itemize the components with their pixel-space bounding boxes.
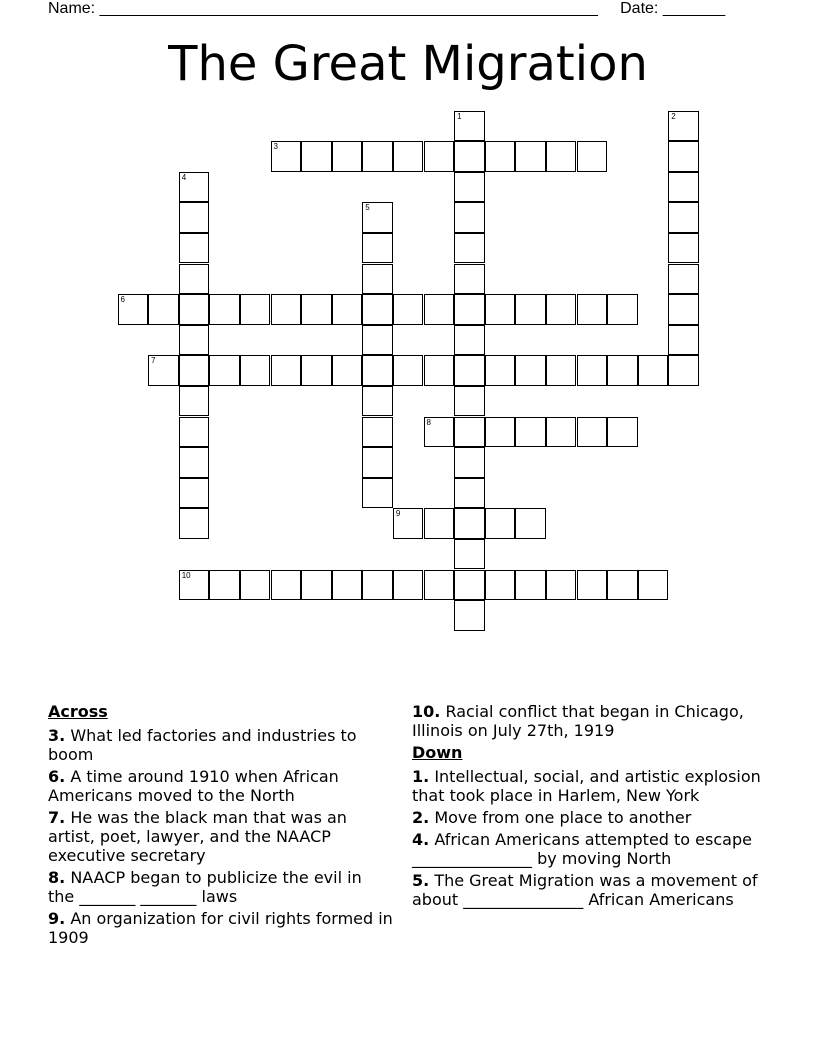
cell-number: 3 [273, 142, 278, 152]
crossword-cell[interactable] [485, 294, 516, 325]
crossword-cell[interactable] [546, 355, 577, 386]
crossword-cell[interactable] [607, 417, 638, 448]
crossword-cell[interactable] [454, 447, 485, 478]
crossword-cell[interactable] [424, 141, 455, 172]
crossword-cell[interactable] [240, 355, 271, 386]
crossword-cell[interactable] [362, 447, 393, 478]
crossword-cell[interactable] [454, 570, 485, 601]
crossword-cell[interactable] [179, 478, 210, 509]
crossword-cell[interactable] [393, 294, 424, 325]
clue-down-1 [412, 767, 782, 805]
cell-number: 4 [181, 172, 187, 182]
name-label: Name: [48, 0, 96, 17]
crossword-cell[interactable] [515, 508, 546, 539]
crossword-cell[interactable] [179, 202, 210, 233]
clue-number: 9. [48, 909, 66, 928]
crossword-cell[interactable] [577, 141, 608, 172]
crossword-cell[interactable] [362, 141, 393, 172]
crossword-cell[interactable] [209, 355, 240, 386]
crossword-cell[interactable] [577, 570, 608, 601]
cell-number: 7 [151, 356, 156, 366]
crossword-cell[interactable] [148, 294, 179, 325]
crossword-cell[interactable] [668, 264, 699, 295]
crossword-cell[interactable] [454, 508, 485, 539]
clue-text: Intellectual, social, and artistic explosion that took place in Harlem, New York [412, 767, 761, 805]
crossword-cell[interactable] [362, 264, 393, 295]
crossword-cell[interactable] [393, 355, 424, 386]
crossword-cell[interactable] [454, 141, 485, 172]
clue-across-6 [48, 767, 393, 805]
crossword-cell[interactable] [362, 294, 393, 325]
crossword-cell[interactable] [179, 508, 210, 539]
crossword-cell[interactable] [668, 294, 699, 325]
crossword-cell[interactable] [332, 355, 363, 386]
across-heading: Across [48, 702, 108, 721]
crossword-cell[interactable] [454, 539, 485, 570]
crossword-cell[interactable] [668, 355, 699, 386]
crossword-cell[interactable] [271, 141, 302, 172]
crossword-cell[interactable] [271, 355, 302, 386]
crossword-cell[interactable] [301, 355, 332, 386]
clues-left-column [48, 702, 393, 950]
crossword-cell[interactable] [454, 111, 485, 142]
crossword-cell[interactable] [179, 264, 210, 295]
crossword-cell[interactable] [362, 570, 393, 601]
crossword-cell[interactable] [362, 355, 393, 386]
clue-number: 3. [48, 726, 66, 745]
crossword-cell[interactable] [638, 355, 669, 386]
clue-number: 6. [48, 767, 66, 786]
crossword-cell[interactable] [454, 417, 485, 448]
clue-text: What led factories and industries to boom [48, 726, 357, 764]
crossword-cell[interactable] [179, 570, 210, 601]
date-blank[interactable]: _______ [662, 0, 726, 17]
crossword-cell[interactable] [454, 355, 485, 386]
clue-across-7 [48, 808, 393, 865]
clue-across-8 [48, 868, 393, 906]
crossword-cell[interactable] [424, 294, 455, 325]
crossword-cell[interactable] [546, 417, 577, 448]
clues-right-column [412, 702, 782, 912]
crossword-cell[interactable] [454, 264, 485, 295]
clue-across-9 [48, 909, 393, 947]
clue-text: He was the black man that was an artist, poet, lawyer, and the NAACP executive secretary [48, 808, 347, 865]
crossword-cell[interactable] [362, 478, 393, 509]
crossword-cell[interactable] [301, 570, 332, 601]
crossword-cell[interactable] [485, 508, 516, 539]
crossword-cell[interactable] [209, 570, 240, 601]
crossword-cell[interactable] [485, 141, 516, 172]
crossword-cell[interactable] [393, 570, 424, 601]
crossword-cell[interactable] [485, 355, 516, 386]
crossword-cell[interactable] [179, 294, 210, 325]
crossword-cell[interactable] [577, 355, 608, 386]
crossword-cell[interactable] [179, 325, 210, 356]
crossword-cell[interactable] [301, 141, 332, 172]
crossword-cell[interactable] [607, 355, 638, 386]
crossword-cell[interactable] [638, 570, 669, 601]
crossword-cell[interactable] [546, 570, 577, 601]
crossword-cell[interactable] [668, 202, 699, 233]
crossword-cell[interactable] [668, 233, 699, 264]
crossword-cell[interactable] [577, 417, 608, 448]
page-title: The Great Migration [168, 36, 648, 92]
clue-text: A time around 1910 when African Americans moved to the North [48, 767, 339, 805]
clue-across-10 [412, 702, 782, 740]
crossword-cell[interactable] [118, 294, 149, 325]
crossword-cell[interactable] [362, 386, 393, 417]
clue-text: NAACP began to publicize the evil in the _______ _______ laws [48, 868, 362, 906]
cell-number: 5 [365, 203, 370, 213]
crossword-cell[interactable] [668, 325, 699, 356]
crossword-cell[interactable] [362, 325, 393, 356]
crossword-cell[interactable] [515, 141, 546, 172]
crossword-cell[interactable] [209, 294, 240, 325]
crossword-cell[interactable] [179, 233, 210, 264]
clue-text: African Americans attempted to escape _______________ by moving North [412, 830, 752, 868]
crossword-cell[interactable] [454, 478, 485, 509]
crossword-cell[interactable] [485, 417, 516, 448]
crossword-cell[interactable] [179, 172, 210, 203]
clue-text: Racial conflict that began in Chicago, Illinois on July 27th, 1919 [412, 702, 744, 740]
crossword-cell[interactable] [454, 386, 485, 417]
crossword-cell[interactable] [668, 111, 699, 142]
clue-across-3 [48, 726, 393, 764]
crossword-cell[interactable] [271, 570, 302, 601]
clue-text: An organization for civil rights formed in 1909 [48, 909, 393, 947]
crossword-cell[interactable] [485, 570, 516, 601]
clue-number: 10. [412, 702, 441, 721]
clue-number: 2. [412, 808, 430, 827]
crossword-cell[interactable] [515, 294, 546, 325]
cell-number: 2 [671, 111, 676, 121]
clue-number: 8. [48, 868, 66, 887]
crossword-cell[interactable] [179, 447, 210, 478]
down-heading: Down [412, 743, 463, 762]
date-label: Date: [620, 0, 659, 17]
cell-number: 9 [395, 509, 401, 519]
crossword-cell[interactable] [454, 172, 485, 203]
crossword-cell[interactable] [424, 417, 455, 448]
clue-number: 7. [48, 808, 66, 827]
crossword-cell[interactable] [393, 141, 424, 172]
crossword-cell[interactable] [546, 141, 577, 172]
crossword-cell[interactable] [668, 141, 699, 172]
crossword-cell[interactable] [454, 600, 485, 631]
crossword-cell[interactable] [301, 294, 332, 325]
cell-number: 6 [120, 295, 125, 305]
crossword-cell[interactable] [577, 294, 608, 325]
crossword-cell[interactable] [240, 570, 271, 601]
crossword-cell[interactable] [668, 172, 699, 203]
crossword-cell[interactable] [332, 294, 363, 325]
crossword-cell[interactable] [454, 294, 485, 325]
crossword-cell[interactable] [362, 417, 393, 448]
clue-number: 1. [412, 767, 430, 786]
name-blank[interactable]: ________________________________________________________ [99, 0, 598, 17]
crossword-cell[interactable] [424, 570, 455, 601]
crossword-cell[interactable] [332, 570, 363, 601]
crossword-cell[interactable] [454, 233, 485, 264]
clue-down-5 [412, 871, 782, 909]
crossword-cell[interactable] [515, 417, 546, 448]
cell-number: 1 [457, 111, 462, 121]
crossword-cell[interactable] [240, 294, 271, 325]
crossword-cell[interactable] [362, 233, 393, 264]
crossword-cell[interactable] [271, 294, 302, 325]
crossword-cell[interactable] [515, 355, 546, 386]
clue-text: Move from one place to another [434, 808, 692, 827]
clue-down-4 [412, 830, 782, 868]
crossword-cell[interactable] [179, 386, 210, 417]
crossword-cell[interactable] [515, 570, 546, 601]
crossword-cell[interactable] [424, 355, 455, 386]
crossword-cell[interactable] [424, 508, 455, 539]
crossword-cell[interactable] [607, 294, 638, 325]
crossword-cell[interactable] [332, 141, 363, 172]
crossword-cell[interactable] [607, 570, 638, 601]
clue-text: The Great Migration was a movement of about _______________ African Americans [412, 871, 758, 909]
crossword-cell[interactable] [393, 508, 424, 539]
clue-down-2 [412, 808, 782, 827]
crossword-cell[interactable] [179, 417, 210, 448]
crossword-cell[interactable] [179, 355, 210, 386]
crossword-cell[interactable] [362, 202, 393, 233]
cell-number: 8 [426, 417, 431, 427]
crossword-cell[interactable] [454, 325, 485, 356]
crossword-cell[interactable] [148, 355, 179, 386]
clue-number: 4. [412, 830, 430, 849]
crossword-cell[interactable] [546, 294, 577, 325]
cell-number: 10 [181, 570, 191, 580]
crossword-cell[interactable] [454, 202, 485, 233]
clue-number: 5. [412, 871, 430, 890]
